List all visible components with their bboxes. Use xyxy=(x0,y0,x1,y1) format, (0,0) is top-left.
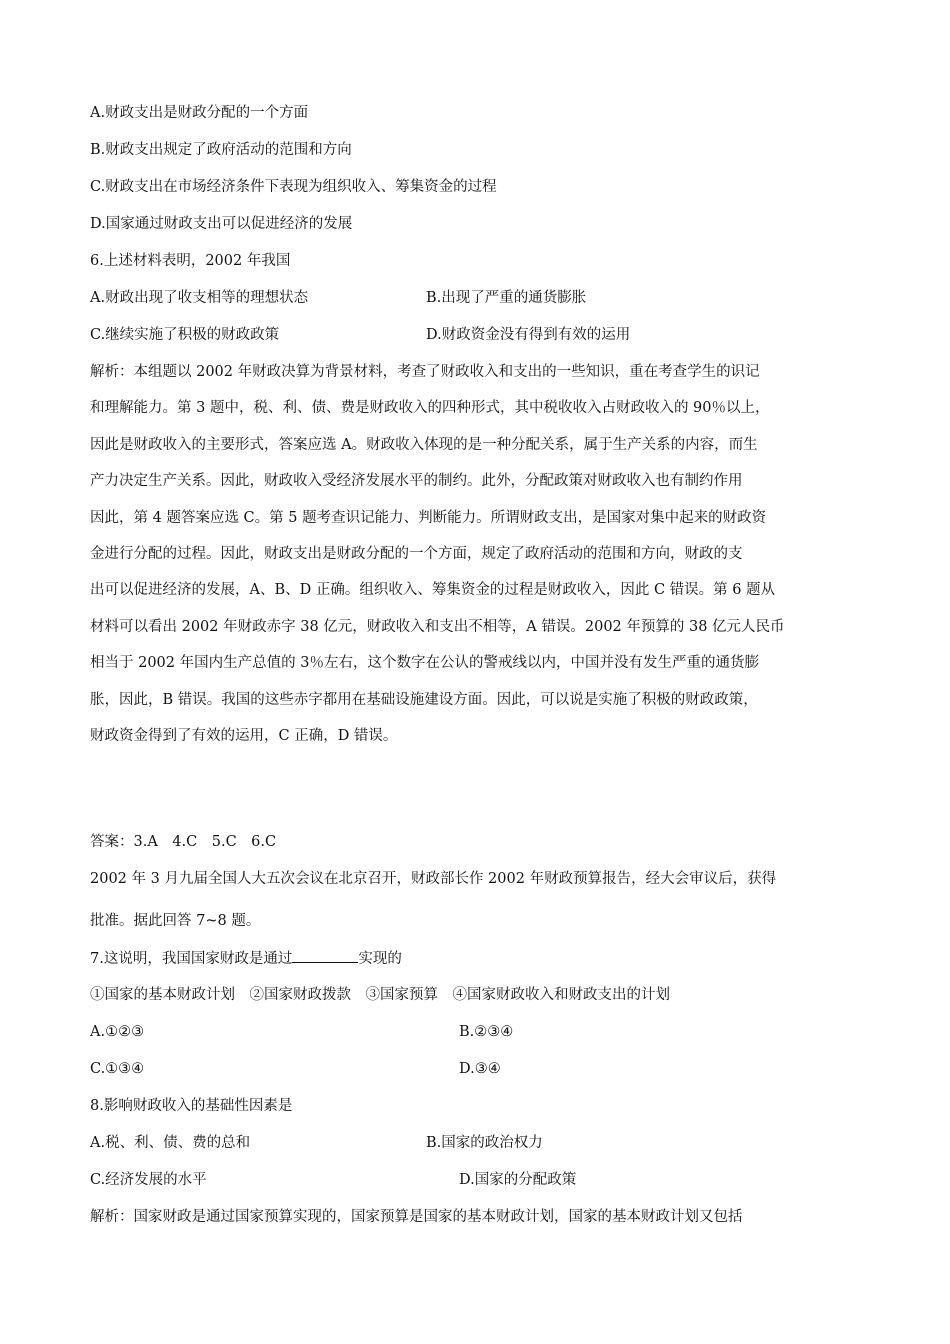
analysis-line: 产力决定生产关系。因此，财政收入受经济发展水平的制约。此外，分配政策对财政收入也有制约作用 xyxy=(90,473,743,490)
analysis-line: 和理解能力。第 3 题中，税、利、债、费是财政收入的四种形式，其中税收收入占财政收入的 90％以上， xyxy=(90,400,770,417)
analysis-line: 出可以促进经济的发展，A、B、D 正确。组织收入、筹集资金的过程是财政收入，因此 C 错误。第 6 题从 xyxy=(90,582,776,599)
q7-items: ①国家的基本财政计划 ②国家财政拨款 ③国家预算 ④国家财政收入和财政支出的计划 xyxy=(90,987,670,1003)
q6-stem: 6.上述材料表明，2002 年我国 xyxy=(90,253,291,269)
analysis-line: 金进行分配的过程。因此，财政支出是财政分配的一个方面，规定了政府活动的范围和方向，财政的支 xyxy=(90,545,743,562)
analysis-line: 解析：本组题以 2002 年财政决算为背景材料，考查了财政收入和支出的一些知识，重在考查学生的识记 xyxy=(90,364,760,380)
analysis-line: 相当于 2002 年国内生产总值的 3％左右，这个数字在公认的警戒线以内，中国并没有发生严重的通货膨 xyxy=(90,655,759,672)
material-line-2: 批准。据此回答 7~8 题。 xyxy=(90,913,261,929)
q7-stem-before: 7.这说明，我国国家财政是通过 xyxy=(90,951,293,967)
q6-option-d: D.财政资金没有得到有效的运用 xyxy=(426,327,631,343)
q8-stem: 8.影响财政收入的基础性因素是 xyxy=(90,1098,293,1114)
analysis-line: 材料可以看出 2002 年财政赤字 38 亿元，财政收入和支出不相等，A 错误。2002 年预算的 38 亿元人民币 xyxy=(90,618,785,635)
analysis2-line-1: 解析：国家财政是通过国家预算实现的，国家预算是国家的基本财政计划，国家的基本财政计划又包括 xyxy=(90,1209,743,1225)
q7-stem-after: 实现的 xyxy=(358,951,402,967)
analysis-line: 因此是财政收入的主要形式，答案应选 A。财政收入体现的是一种分配关系，属于生产关系的内容，而生 xyxy=(90,436,758,453)
q6-option-b: B.出现了严重的通货膨胀 xyxy=(426,290,587,306)
q7-option-a: A.①②③ xyxy=(90,1024,145,1040)
answer-line: 答案：3.A 4.C 5.C 6.C xyxy=(90,834,277,850)
analysis-paragraph xyxy=(90,362,870,762)
q8-option-c: C.经济发展的水平 xyxy=(90,1172,207,1188)
q7-stem xyxy=(90,948,402,969)
q8-option-a: A.税、利、债、费的总和 xyxy=(90,1135,251,1151)
analysis-line: 因此，第 4 题答案应选 C。第 5 题考查识记能力、判断能力。所谓财政支出，是国家对集中起来的财政资 xyxy=(90,509,767,526)
q6-option-a: A.财政出现了收支相等的理想状态 xyxy=(90,290,309,306)
q5-option-a: A.财政支出是财政分配的一个方面 xyxy=(90,105,309,121)
q8-option-b: B.国家的政治权力 xyxy=(426,1135,543,1151)
q7-option-d: D.③④ xyxy=(459,1061,501,1077)
q5-option-b: B.财政支出规定了政府活动的范围和方向 xyxy=(90,142,352,158)
analysis-line: 胀，因此，B 错误。我国的这些赤字都用在基础设施建设方面。因此，可以说是实施了积极的财政政策， xyxy=(90,691,758,708)
answer-blank xyxy=(292,948,358,963)
analysis-line: 财政资金得到了有效的运用，C 正确，D 错误。 xyxy=(90,727,398,744)
q7-option-c: C.①③④ xyxy=(90,1061,145,1077)
material-line-1: 2002 年 3 月九届全国人大五次会议在北京召开，财政部长作 2002 年财政预算报告，经大会审议后，获得 xyxy=(90,871,777,887)
q5-option-c: C.财政支出在市场经济条件下表现为组织收入、筹集资金的过程 xyxy=(90,179,497,195)
q5-option-d: D.国家通过财政支出可以促进经济的发展 xyxy=(90,216,353,232)
q8-option-d: D.国家的分配政策 xyxy=(459,1172,577,1188)
q7-option-b: B.②③④ xyxy=(459,1024,514,1040)
q6-option-c: C.继续实施了积极的财政政策 xyxy=(90,327,280,343)
